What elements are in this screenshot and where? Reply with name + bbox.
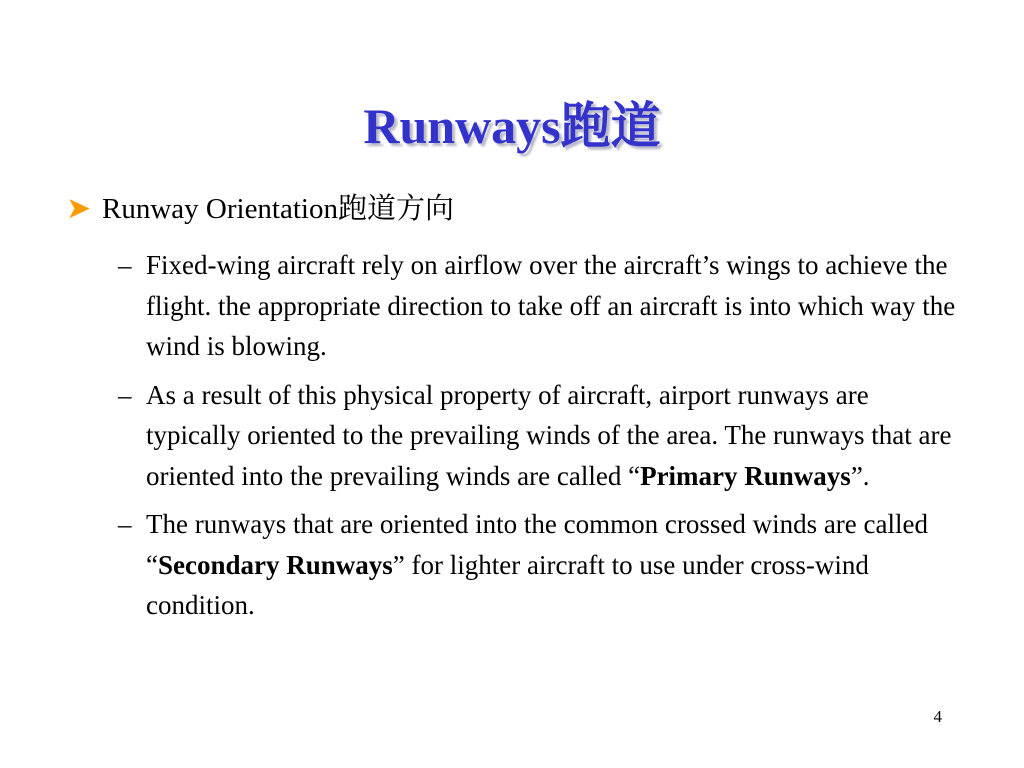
dash-marker: – [118, 250, 132, 280]
main-bullet [66, 191, 966, 227]
subpoint-3-text-after: ” for lighter aircraft to use under cross-wind condition. [146, 549, 869, 620]
subpoint-2-text-before: As a result of this physical property of aircraft, airport runways are typically oriented to the prevailing winds of the area. The runways that are oriented into the prevailing winds are called “ [146, 379, 952, 491]
slide-title: Runways跑道 [363, 98, 661, 154]
subpoint-2-text-after: ”. [850, 460, 870, 491]
subpoint-list [118, 245, 968, 634]
secondary-runways-term: Secondary Runways [157, 549, 393, 580]
subpoint-1-text: Fixed-wing aircraft rely on airflow over the aircraft’s wings to achieve the flight. the appropriate direction to take off an aircraft is into which way the wind is blowing. [146, 250, 956, 361]
primary-runways-term: Primary Runways [640, 460, 851, 491]
subpoint-1 [118, 245, 968, 367]
subpoint-3-text [146, 504, 968, 626]
subpoint-2-text [146, 375, 968, 497]
subpoint-3-text-before: The runways that are oriented into the common crossed winds are called “ [146, 509, 928, 580]
subpoint-2 [118, 375, 968, 497]
dash-marker: – [118, 379, 132, 410]
orange-arrowhead-icon: ➤ [66, 192, 92, 225]
main-bullet-text: Runway Orientation跑道方向 [102, 193, 454, 225]
subpoint-3 [118, 504, 968, 626]
page-number: 4 [933, 707, 942, 726]
dash-marker: – [118, 509, 132, 539]
